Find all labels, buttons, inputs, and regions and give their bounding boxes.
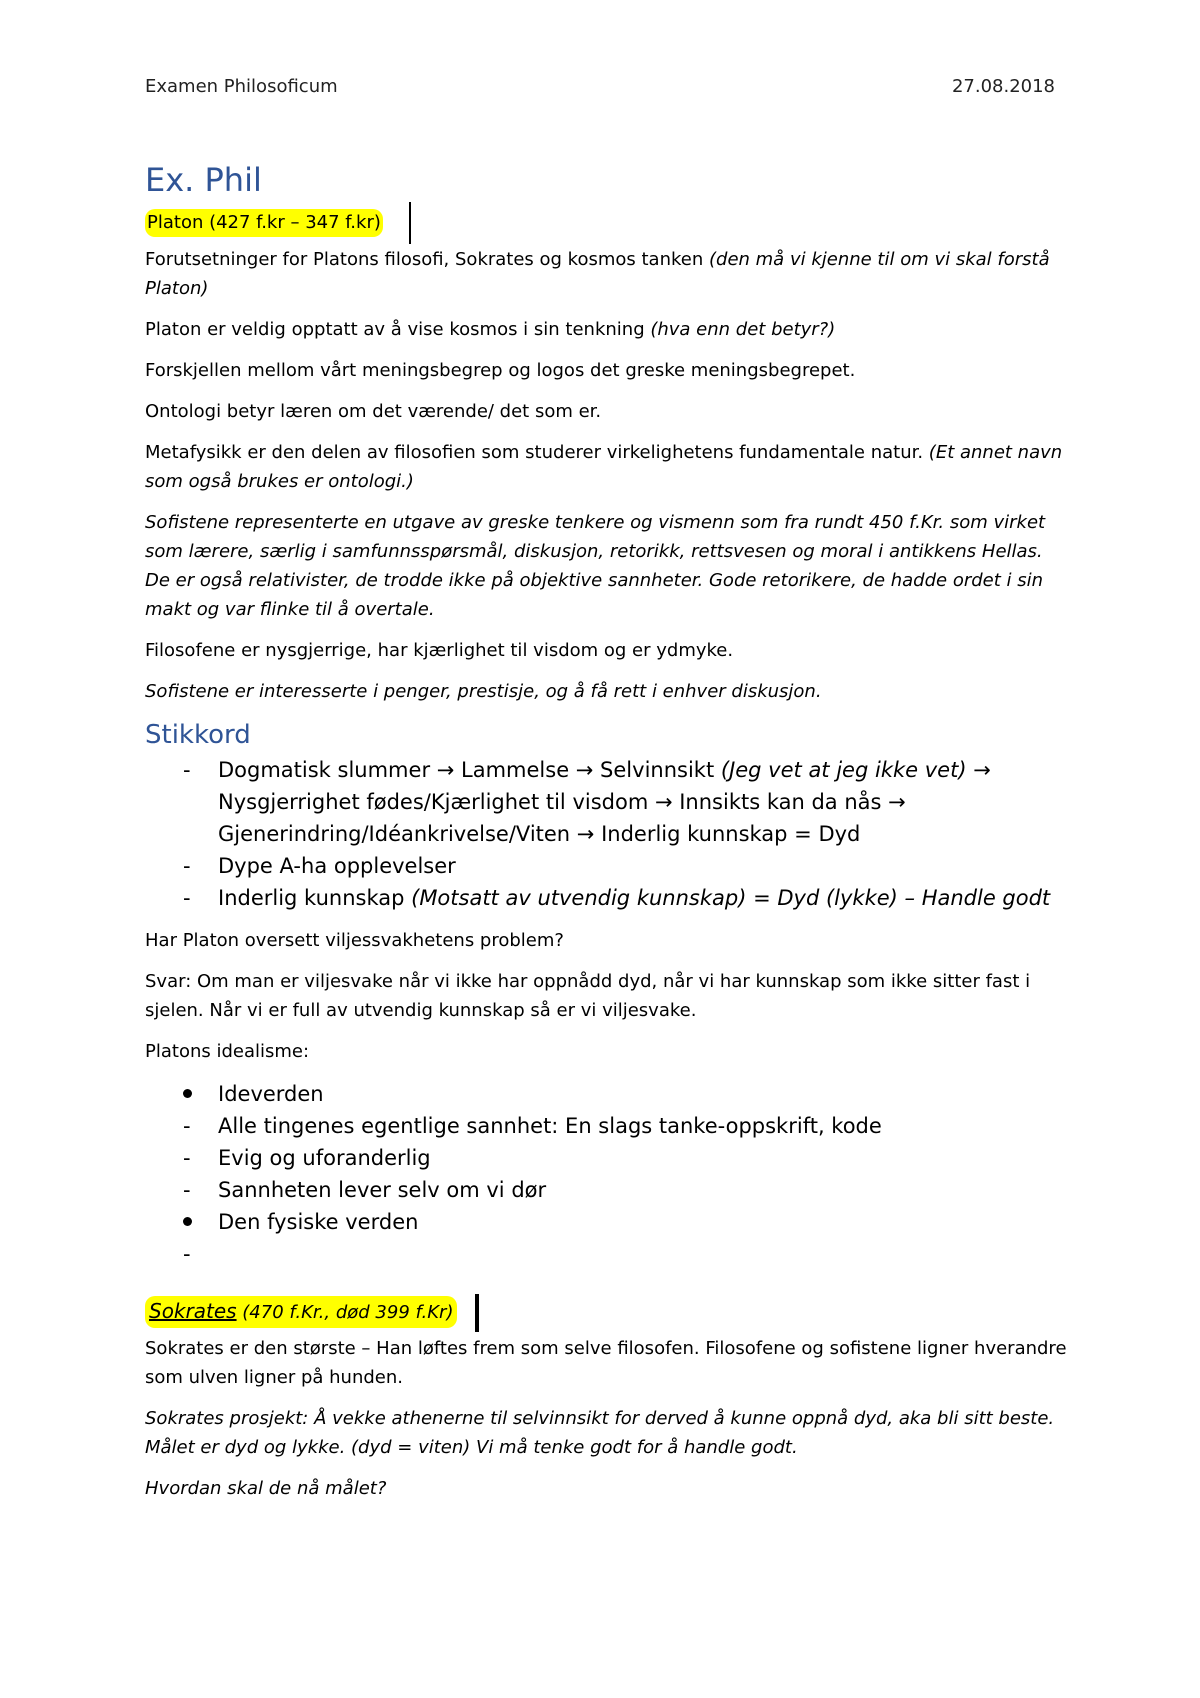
list-item (145, 1174, 1070, 1206)
list-item (145, 1078, 1070, 1110)
paragraph-3: Forskjellen mellom vårt meningsbegrep og logos det greske meningsbegrepet. (145, 359, 856, 381)
paragraph-8: Sofistene er interesserte i penger, prestisje, og å få rett i enhver diskusjon. (145, 680, 822, 702)
dash-marker: - (183, 1177, 191, 1202)
paragraph-5-note: (Et annet navn som også brukes er ontologi.) (145, 441, 1063, 492)
stikkord-item-1-note: (Jeg vet at jeg ikke vet) (720, 757, 967, 782)
paragraph-7: Filosofene er nysgjerrige, har kjærlighet til visdom og er ydmyke. (145, 639, 734, 661)
paragraph-1-text: Forutsetninger for Platons filosofi, Sokrates og kosmos tanken (145, 248, 709, 270)
paragraph-2-text: Platon er veldig opptatt av å vise kosmos i sin tenkning (145, 318, 651, 340)
sokrates-paragraph-3: Hvordan skal de nå målet? (145, 1477, 387, 1499)
question-paragraph: Har Platon oversett viljessvakhetens problem? (145, 929, 564, 951)
sokrates-heading (145, 1296, 457, 1328)
stikkord-item-3: Inderlig kunnskap (218, 885, 412, 910)
text-cursor (475, 1294, 479, 1332)
text-cursor (409, 202, 411, 244)
paragraph-5-text: Metafysikk er den delen av filosofien som studerer virkelighetens fundamentale natur. (145, 441, 929, 463)
paragraph-2 (145, 315, 1070, 344)
stikkord-item-2: Dype A-ha opplevelser (218, 853, 456, 878)
idealisme-item-2: Alle tingenes egentlige sannhet: En slags tanke-oppskrift, kode (218, 1113, 882, 1138)
stikkord-item-1-rest: → Nysgjerrighet fødes/Kjærlighet til visdom → Innsikts kan da nås → Gjenerindring/Idéankrivelse/Viten → Inderlig kunnskap = Dyd (218, 757, 991, 846)
stikkord-item-1: Dogmatisk slummer → Lammelse → Selvinnsikt (218, 757, 721, 782)
paragraph-1-note: (den må vi kjenne til om vi skal forstå Platon) (145, 248, 1050, 299)
list-item (145, 1206, 1070, 1238)
dash-marker: - (183, 885, 191, 910)
stikkord-heading: Stikkord (145, 719, 251, 750)
idealisme-item-5: Den fysiske verden (218, 1209, 419, 1234)
platon-heading-row (145, 202, 1070, 245)
bullet-icon (183, 1089, 192, 1098)
dash-marker: - (183, 1113, 191, 1138)
answer-paragraph: Svar: Om man er viljesvake når vi ikke har oppnådd dyd, når vi har kunnskap som ikke sitter fast i sjelen. Når vi er full av utvendig kunnskap så er vi viljesvake. (145, 970, 1031, 1021)
header-left: Examen Philosoficum (145, 76, 338, 97)
page-title: Ex. Phil (145, 161, 262, 199)
sokrates-paragraph-2: Sokrates prosjekt: Å vekke athenerne til selvinnsikt for derved å kunne oppnå dyd, aka bli sitt beste. Målet er dyd og lykke. (dyd = viten) Vi må tenke godt for å handle godt. (145, 1407, 1055, 1458)
sokrates-heading-dates: (470 f.Kr., død 399 f.Kr) (236, 1301, 454, 1323)
platon-heading: Platon (427 f.kr – 347 f.kr) (145, 209, 383, 237)
dash-marker: - (183, 853, 191, 878)
list-item (145, 1110, 1070, 1142)
stikkord-item-3-note: (Motsatt av utvendig kunnskap) = Dyd (lykke) – Handle godt (411, 885, 1051, 910)
dash-marker: - (183, 1145, 191, 1170)
bullet-icon (183, 1217, 192, 1226)
idealisme-item-4: Sannheten lever selv om vi dør (218, 1177, 547, 1202)
dash-marker: - (183, 1241, 191, 1266)
paragraph-6: Sofistene representerte en utgave av greske tenkere og vismenn som fra rundt 450 f.Kr. som virket som lærere, særlig i samfunnsspørsmål, diskusjon, retorikk, rettsvesen og moral i antikkens Hellas. De er også relativister, de trodde ikke på objektive sannheter. Gode retorikere, de hadde ordet i sin makt og var flinke til å overtale. (145, 511, 1046, 620)
list-item (145, 882, 1070, 914)
paragraph-4: Ontologi betyr læren om det værende/ det som er. (145, 400, 602, 422)
header-date: 27.08.2018 (951, 76, 1055, 97)
idealisme-item-3: Evig og uforanderlig (218, 1145, 431, 1170)
dash-marker: - (183, 757, 191, 782)
sokrates-heading-row (145, 1282, 1070, 1334)
paragraph-2-note: (hva enn det betyr?) (650, 318, 836, 340)
idealisme-list (145, 1078, 1070, 1270)
list-item (145, 1238, 1070, 1270)
list-item (145, 754, 1070, 850)
paragraph-1 (145, 245, 1070, 303)
document-body (145, 160, 1070, 1515)
list-item (145, 1142, 1070, 1174)
stikkord-list (145, 754, 1070, 914)
sokrates-paragraph-1: Sokrates er den største – Han løftes frem som selve filosofen. Filosofene og sofistene ligner hverandre som ulven ligner på hunden. (145, 1337, 1067, 1388)
paragraph-5 (145, 438, 1070, 496)
idealisme-item-6 (218, 1242, 225, 1266)
idealisme-item-1: Ideverden (218, 1081, 324, 1106)
sokrates-heading-name: Sokrates (149, 1298, 237, 1323)
list-item (145, 850, 1070, 882)
idealisme-label: Platons idealisme: (145, 1040, 310, 1062)
